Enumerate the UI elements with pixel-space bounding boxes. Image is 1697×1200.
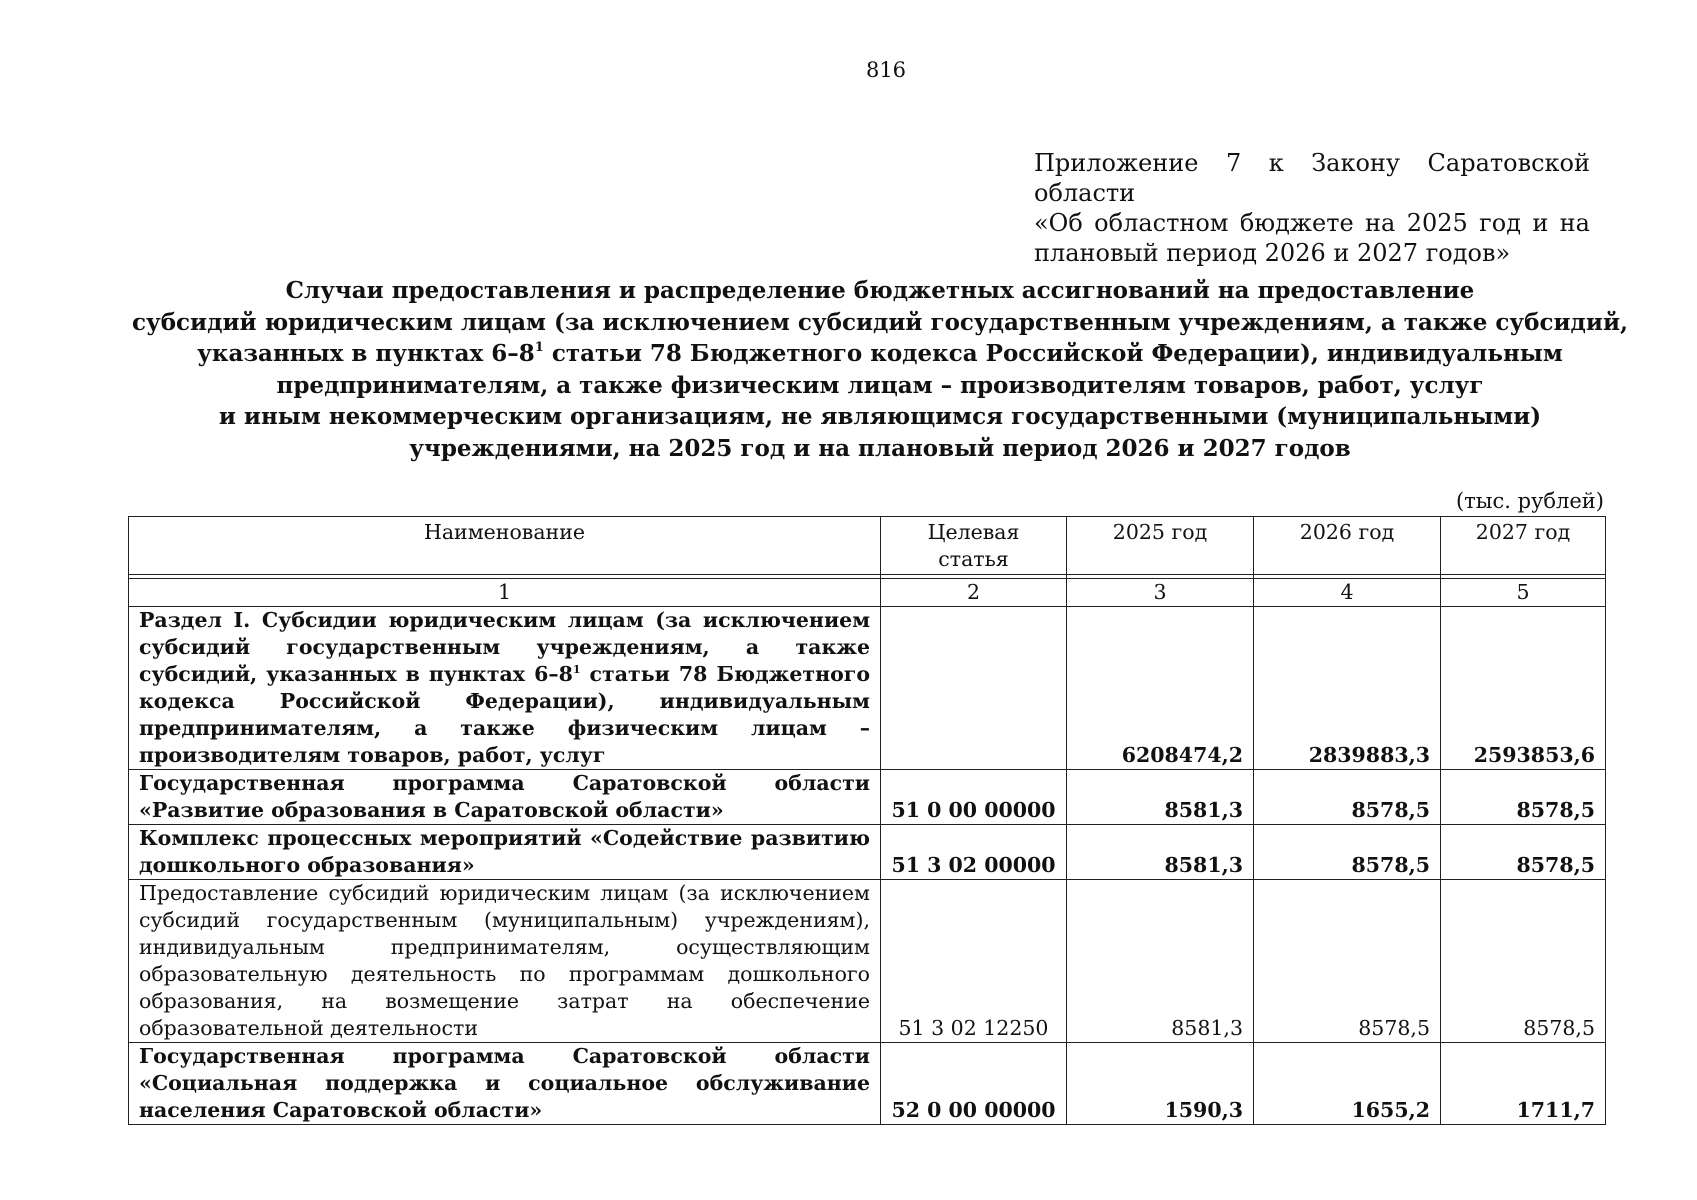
row-name: Предоставление субсидий юридическим лицам (за исключением субсидий государственным (муниципальным) учреждениям), индивидуальным предпринимателям, осуществляющим образовательную деятельность по программам дошкольного образования, на возмещение затрат на обеспечение образовательной деятельности (129, 880, 881, 1043)
row-value-2027: 1711,7 (1441, 1043, 1606, 1125)
column-number: 1 (129, 579, 881, 607)
row-value-2026: 8578,5 (1254, 880, 1441, 1043)
title-line: Случаи предоставления и распределение бюджетных ассигнований на предоставление (285, 277, 1475, 304)
table-row (129, 770, 1606, 825)
row-name-superscript: 1 (572, 663, 581, 676)
column-number: 3 (1067, 579, 1254, 607)
appendix-line: плановый период 2026 и 2027 годов» (1034, 239, 1511, 267)
row-value-2026: 2839883,3 (1254, 607, 1441, 770)
column-number: 4 (1254, 579, 1441, 607)
row-value-2025: 6208474,2 (1067, 607, 1254, 770)
table-row (129, 880, 1606, 1043)
page-number: 816 (865, 58, 907, 82)
row-name: Комплекс процессных мероприятий «Содействие развитию дошкольного образования» (129, 825, 881, 880)
row-value-2025: 1590,3 (1067, 1043, 1254, 1125)
title-line: и иным некоммерческим организациям, не являющимся государственными (муниципальными) (218, 403, 1542, 430)
row-value-2025: 8581,3 (1067, 770, 1254, 825)
title-line-part: статьи 78 Бюджетного кодекса Российской Федерации), индивидуальным (543, 340, 1563, 367)
table-row-section (129, 607, 1606, 770)
title-line-part: указанных в пунктах 6–8 (197, 340, 535, 367)
row-value-2027: 2593853,6 (1441, 607, 1606, 770)
row-name-part: статьи 78 Бюджетного кодекса Российской Федерации), индивидуальным предпринимателям, а также физическим лицам – производителям товаров, работ, услуг (139, 662, 871, 767)
units-label: (тыс. рублей) (1455, 489, 1604, 513)
row-code: 51 0 00 00000 (881, 770, 1067, 825)
header-name: Наименование (129, 517, 881, 575)
appendix-line: «Об областном бюджете на 2025 год и на (1034, 209, 1590, 237)
row-name-part: Раздел I. Субсидии юридическим лицам (за исключением субсидий государственным учреждениям, а также субсидий, указанных в пунктах 6–8 (139, 608, 870, 686)
table-header-row (129, 517, 1606, 575)
row-code: 52 0 00 00000 (881, 1043, 1067, 1125)
title-line: учреждениями, на 2025 год и на плановый период 2026 и 2027 годов (409, 434, 1351, 462)
title-line: субсидий юридическим лицам (за исключением субсидий государственным учреждениям, а также субсидий, (131, 308, 1629, 336)
row-name (129, 607, 881, 770)
header-2026: 2026 год (1254, 517, 1441, 575)
row-value-2026: 8578,5 (1254, 770, 1441, 825)
table-row (129, 1043, 1606, 1125)
table-row (129, 825, 1606, 880)
row-value-2027: 8578,5 (1441, 770, 1606, 825)
row-value-2025: 8581,3 (1067, 880, 1254, 1043)
row-code: 51 3 02 12250 (881, 880, 1067, 1043)
header-code: Целевая статья (881, 517, 1067, 575)
row-value-2026: 1655,2 (1254, 1043, 1441, 1125)
row-value-2025: 8581,3 (1067, 825, 1254, 880)
column-number-row (129, 579, 1606, 607)
row-code (881, 607, 1067, 770)
title-line: предпринимателям, а также физическим лицам – производителям товаров, работ, услуг (276, 371, 1484, 399)
appendix-note (1034, 148, 1590, 268)
row-value-2027: 8578,5 (1441, 825, 1606, 880)
title-line (130, 338, 1630, 370)
title-superscript: 1 (534, 340, 544, 355)
row-value-2026: 8578,5 (1254, 825, 1441, 880)
row-name: Государственная программа Саратовской области «Социальная поддержка и социальное обслуживание населения Саратовской области» (129, 1043, 881, 1125)
row-code: 51 3 02 00000 (881, 825, 1067, 880)
document-title (130, 275, 1630, 464)
row-value-2027: 8578,5 (1441, 880, 1606, 1043)
appendix-line: Приложение 7 к Закону Саратовской области (1034, 149, 1590, 207)
column-number: 5 (1441, 579, 1606, 607)
budget-table (128, 516, 1606, 1125)
row-name: Государственная программа Саратовской области «Развитие образования в Саратовской области» (129, 770, 881, 825)
column-number: 2 (881, 579, 1067, 607)
header-2027: 2027 год (1441, 517, 1606, 575)
header-2025: 2025 год (1067, 517, 1254, 575)
